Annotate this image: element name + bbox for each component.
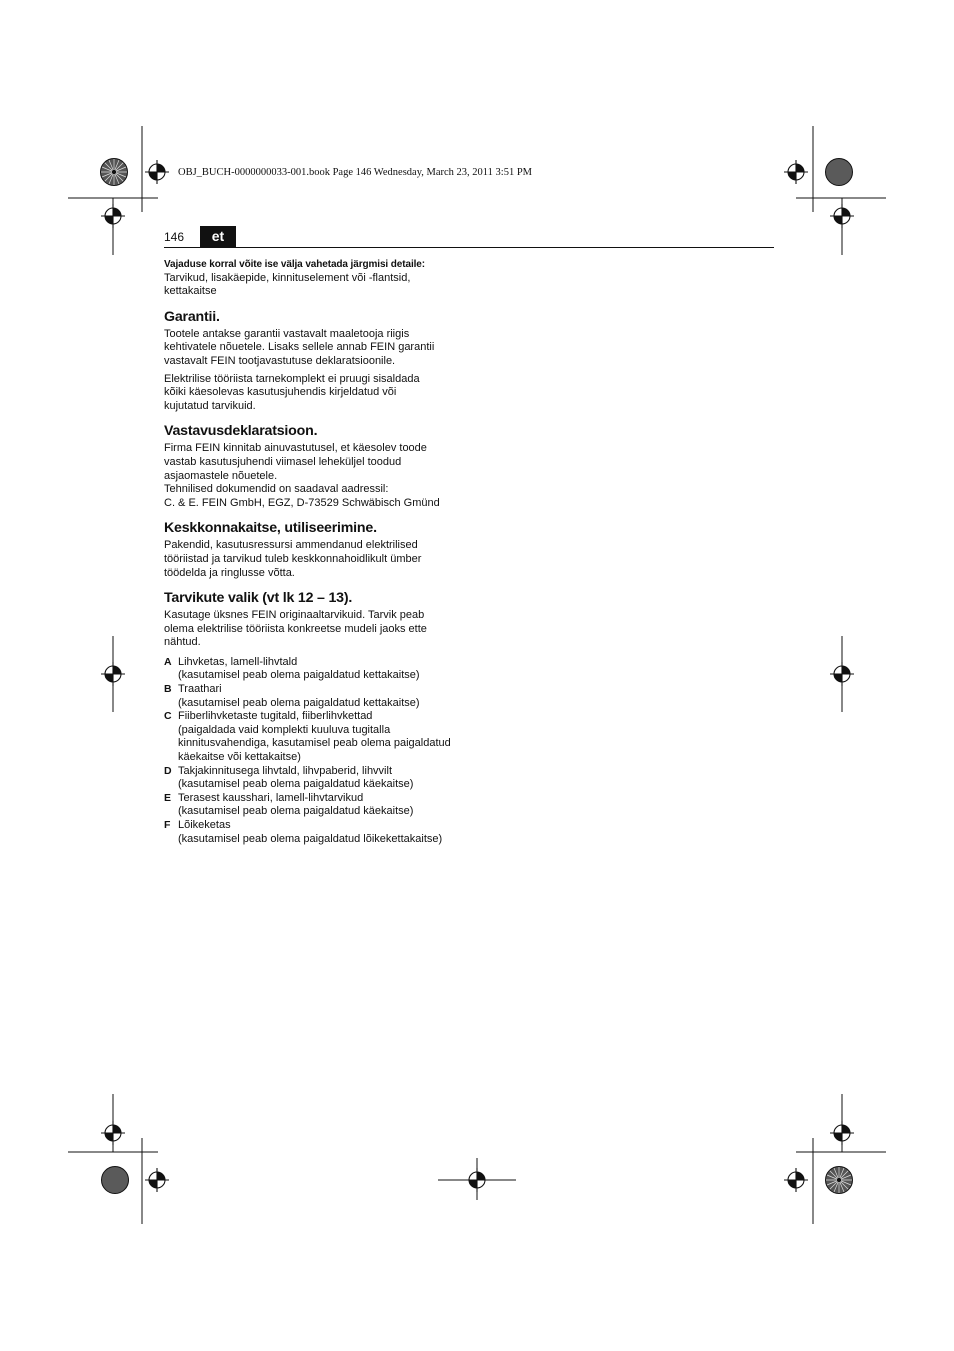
text-line: käekaitse või kettakaitse): [178, 751, 301, 764]
text-line: Fiiberlihvketaste tugitald, fiiberlihvkettad: [178, 710, 373, 723]
list-item-letter: A: [164, 655, 172, 668]
list-item-text: [178, 683, 464, 710]
text-line: (paigaldada vaid komplekti kuuluva tugitalla: [178, 723, 391, 736]
paragraph: [164, 442, 464, 510]
list-item-text: [178, 656, 464, 683]
text-line: (kasutamisel peab olema paigaldatud käekaitse): [178, 778, 414, 791]
paragraph: [164, 328, 464, 369]
language-badge: et: [200, 226, 236, 247]
text-line: Pakendid, kasutusressursi ammendanud elektrilised: [164, 539, 418, 552]
list-item-text: [178, 792, 464, 819]
text-line: Tootele antakse garantii vastavalt maaletooja riigis: [164, 327, 410, 340]
page-number: 146: [164, 230, 185, 244]
list-item: [164, 819, 464, 846]
text-line: olema elektrilise tööriista konkreetse mudeli jaoks ette: [164, 622, 427, 635]
text-line: kehtivatele nõuetele. Lisaks sellele annab FEIN garantii: [164, 341, 435, 354]
list-item: [164, 710, 464, 764]
text-line: kinnitusvahendiga, kasutamisel peab olema paigaldatud: [178, 737, 451, 750]
list-item-text: [178, 819, 464, 846]
intro-line: kettakaitse: [164, 285, 217, 298]
paragraph: [164, 373, 464, 414]
text-line: kujutatud tarvikuid.: [164, 399, 256, 412]
list-item-letter: C: [164, 710, 172, 723]
text-line: Firma FEIN kinnitab ainuvastutusel, et käesolev toode: [164, 442, 427, 455]
text-line: asjaomastele nõuetele.: [164, 469, 278, 482]
list-item: [164, 656, 464, 683]
text-line: Kasutage üksnes FEIN originaaltarvikuid. Tarvik peab: [164, 609, 425, 622]
text-line: Takjakinnitusega lihvtald, lihvpaberid, lihvvilt: [178, 764, 393, 777]
text-line: kõiki käesolevas kasutusjuhendis kirjeldatud või: [164, 386, 397, 399]
text-line: Traathari: [178, 683, 222, 696]
list-item-text: [178, 710, 464, 764]
list-item: [164, 683, 464, 710]
text-line: (kasutamisel peab olema paigaldatud lõikekettakaitse): [178, 832, 443, 845]
text-line: vastab kasutusjuhendi viimasel leheküljel toodud: [164, 455, 402, 468]
text-line: vastavalt FEIN tootjavastutuse deklaratsioonile.: [164, 354, 396, 367]
text-line: (kasutamisel peab olema paigaldatud kettakaitse): [178, 696, 420, 709]
text-line: tööriistad ja tarvikud tuleb keskkonnahoidlikult ümber: [164, 552, 422, 565]
intro-line: Tarvikud, lisakäepide, kinnituselement või -flantsid,: [164, 271, 411, 284]
text-line: nähtud.: [164, 636, 201, 649]
page-content: [164, 258, 464, 846]
list-item: [164, 765, 464, 792]
list-item: [164, 792, 464, 819]
list-item-letter: F: [164, 819, 171, 831]
paragraph: [164, 609, 464, 650]
section-title-tarvikute-valik: Tarvikute valik (vt lk 12 – 13).: [164, 590, 353, 607]
list-item-letter: B: [164, 683, 172, 696]
text-line: töödelda ja ringlusse võtta.: [164, 566, 295, 579]
text-line: Elektrilise tööriista tarnekomplekt ei pruugi sisaldada: [164, 372, 420, 385]
section-title-vastavusdeklaratsioon: Vastavusdeklaratsioon.: [164, 423, 318, 440]
text-line: Tehnilised dokumendid on saadaval aadressil:: [164, 483, 389, 496]
list-item-letter: D: [164, 764, 172, 777]
text-line: (kasutamisel peab olema paigaldatud käekaitse): [178, 805, 414, 818]
text-line: Lõikeketas: [178, 819, 231, 831]
section-title-garantii: Garantii.: [164, 308, 220, 325]
print-header: OBJ_BUCH-0000000033-001.book Page 146 Wednesday, March 23, 2011 3:51 PM: [178, 167, 532, 178]
paragraph: [164, 539, 464, 580]
text-line: C. & E. FEIN GmbH, EGZ, D-73529 Schwäbisch Gmünd: [164, 496, 440, 509]
text-line: Lihvketas, lamell-lihvtald: [178, 655, 298, 668]
intro-lead: Vajaduse korral võite ise välja vahetada järgmisi detaile:: [164, 259, 425, 270]
list-item-letter: E: [164, 791, 172, 804]
text-line: (kasutamisel peab olema paigaldatud kettakaitse): [178, 669, 420, 682]
text-line: Terasest kausshari, lamell-lihvtarvikud: [178, 791, 364, 804]
accessory-list: [164, 656, 464, 846]
header-rule: [164, 247, 774, 248]
section-title-keskkonnakaitse: Keskkonnakaitse, utiliseerimine.: [164, 520, 377, 537]
list-item-text: [178, 765, 464, 792]
